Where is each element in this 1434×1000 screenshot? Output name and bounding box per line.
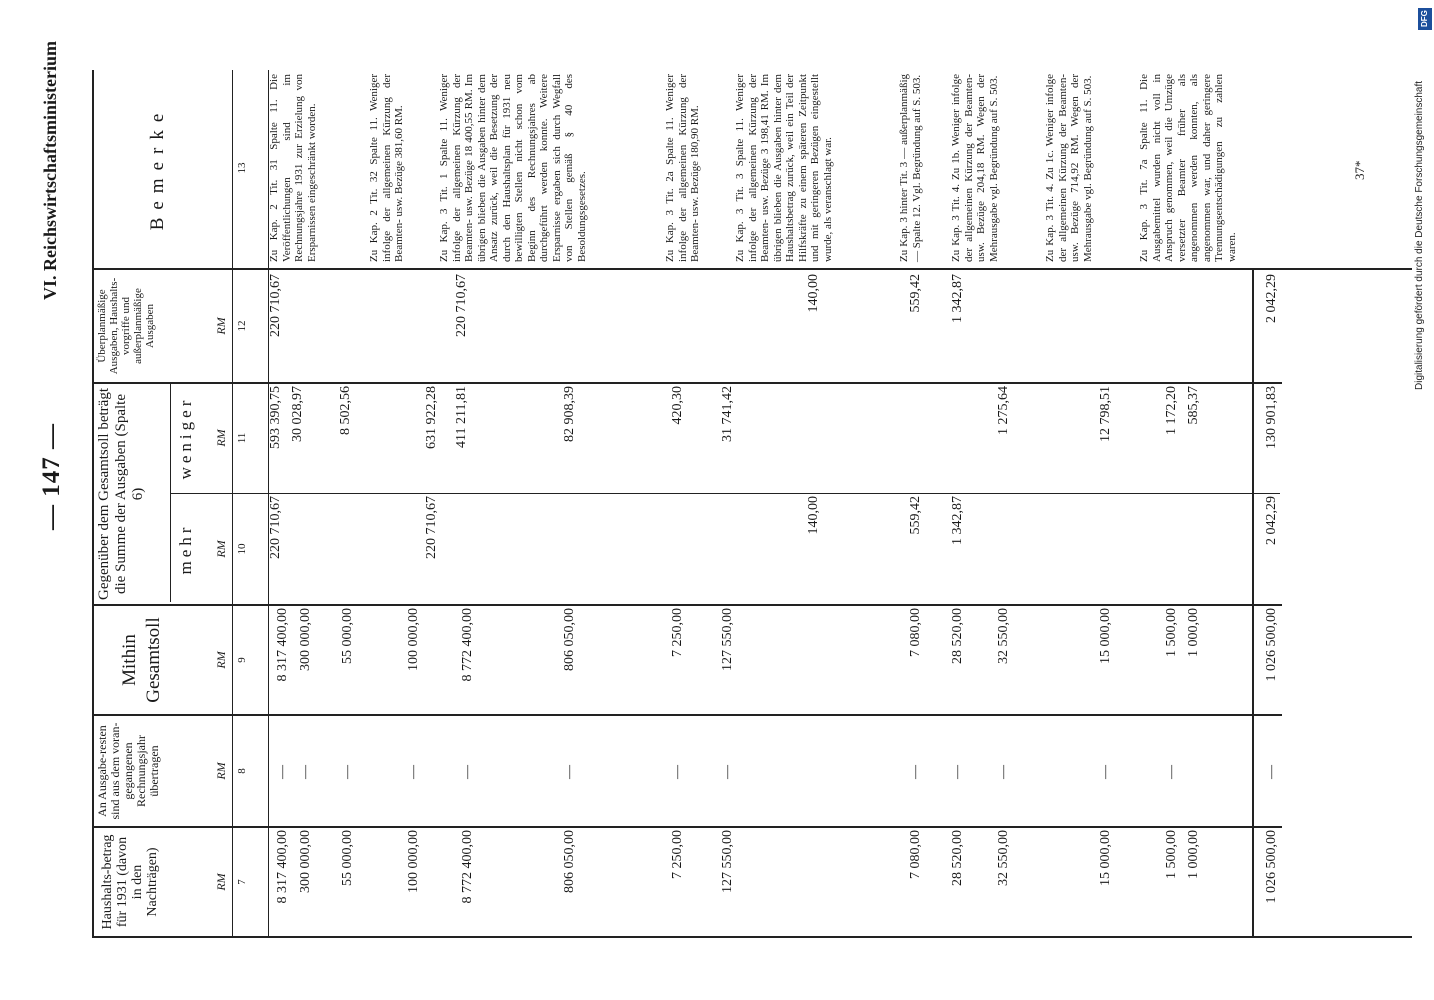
- page-number: — 147 —: [38, 423, 65, 530]
- c8-dash: —: [1164, 765, 1179, 779]
- c8-dash: —: [1098, 765, 1113, 779]
- c9-value: 7 250,00: [670, 608, 685, 657]
- col11-unit: RM: [214, 429, 228, 447]
- c7-value: 300 000,00: [298, 830, 313, 893]
- c8-dash: —: [996, 765, 1011, 779]
- c8-dash: —: [298, 765, 313, 779]
- c7-value: 806 050,00: [562, 830, 577, 893]
- header-num-rule: [232, 70, 233, 938]
- c9-value: 1 500,00: [1164, 608, 1179, 657]
- c11-value: 411 211,81: [454, 386, 469, 448]
- col10-number: 10: [236, 543, 248, 555]
- c8-dash: —: [950, 765, 965, 779]
- c9-value: 1 000,00: [1186, 608, 1201, 657]
- section-title: VI. Reichswirtschaftsministerium: [40, 41, 60, 300]
- table-top-rule: [92, 70, 94, 938]
- remark-entry: Zu Kap. 3 Tit. 4. Zu 1b. Weniger infolge der allgemeinen Kürzung der Beamten- usw. Bezüge 204,18 RM. Wegen der Mehrausgabe vgl. Begründung auf S. 503.: [950, 74, 1000, 262]
- dfg-logo: DFG: [1418, 8, 1432, 30]
- c7-total: 1 026 500,00: [1264, 830, 1279, 904]
- c10-value: 220 710,67: [424, 496, 439, 559]
- c11-value: 1 275,64: [996, 386, 1011, 435]
- c11-value: 1 172,20: [1164, 386, 1179, 435]
- remark-entry: Zu Kap. 3 Tit. 7a Spalte 11. Die Ausgabemittel wurden nicht voll in Anspruch genommen, weil die Umzüge versetzter Beamter früher als angenommen werden konnten, als angenommen war, und daher geringere Trennungsentschädigungen zu zahlen waren.: [1138, 74, 1238, 262]
- c7-value: 15 000,00: [1098, 830, 1113, 886]
- c11-value: 31 741,42: [720, 386, 735, 442]
- remark-entry: Zu Kap. 3 Tit. 1 Spalte 11. Weniger infolge der allgemeinen Kürzung der Beamten- usw. Bezüge 18 400,55 RM. Im übrigen blieben die Ausgaben hinter dem Ansatz zurück, weil die Besetzung der durch den Haushaltsplan für 1931 neu bewilligten Stellen nicht schon vom Beginn des Rechnungsjahres ab durchgeführt werden konnte. Weitere Ersparnisse ergaben sich durch Wegfall von Stellen gemäß § 40 des Besoldungsgesetzes.: [438, 74, 588, 262]
- col-divider: [92, 714, 1282, 716]
- c7-value: 32 550,00: [996, 830, 1011, 886]
- c7-value: 7 080,00: [908, 830, 923, 879]
- col12-heading: Überplanmäßige Ausgaben, Haushalts-vorgriffe und außerplanmäßige Ausgaben: [96, 277, 156, 375]
- col9-unit: RM: [214, 651, 228, 669]
- c7-value: 8 772 400,00: [460, 830, 475, 904]
- col8-number: 8: [236, 768, 248, 774]
- c9-value: 32 550,00: [996, 608, 1011, 664]
- c9-value: 100 000,00: [406, 608, 421, 671]
- c9-value: 8 772 400,00: [460, 608, 475, 682]
- c7-value: 127 550,00: [720, 830, 735, 893]
- c7-value: 1 000,00: [1186, 830, 1201, 879]
- c10-value: 1 342,87: [950, 496, 965, 545]
- c8-dash: —: [460, 765, 475, 779]
- c11-value: 12 798,51: [1098, 386, 1113, 442]
- footer-mark: 37*: [1352, 160, 1367, 180]
- col-divider: [170, 493, 1280, 494]
- c12-value: 140,00: [806, 274, 821, 313]
- c9-value: 28 520,00: [950, 608, 965, 664]
- c11-value: 420,30: [670, 386, 685, 425]
- remark-entry: Zu Kap. 3 Tit. 3 Spalte 11. Weniger infolge der allgemeinen Kürzung der Beamten- usw. Bezüge 3 198,41 RM. Im übrigen blieben die Ausgaben hinter dem Haushaltsbetrag zurück, weil ein Teil der Hilfskräfte zu einem späteren Zeitpunkt und mit geringeren Bezügen eingestellt wurde, als veranschlagt war.: [734, 74, 834, 262]
- col10-heading: mehr: [176, 523, 195, 575]
- c11-value: 585,37: [1186, 386, 1201, 425]
- col13-number: 13: [236, 162, 248, 174]
- c10-total: 2 042,29: [1264, 496, 1279, 545]
- col-divider: [92, 382, 1282, 384]
- col8-unit: RM: [214, 762, 228, 780]
- c11-value: 631 922,28: [424, 386, 439, 449]
- remark-entry: Zu Kap. 3 Tit. 4. Zu 1c. Weniger infolge der allgemeinen Kürzung der Beamten- usw. Bezüge 714,92 RM. Wegen der Mehrausgabe vgl. Begründung auf S. 503.: [1044, 74, 1094, 262]
- remark-entry: Zu Kap. 3 hinter Tit. 3 — außerplanmäßig — Spalte 12. Vgl. Begründung auf S. 503.: [898, 74, 923, 262]
- digitization-credit: Digitalisierung gefördert durch die Deutsche Forschungsgemeinschaft: [1414, 80, 1425, 390]
- col10-11-sub-rule: [170, 384, 171, 602]
- c11-value: 8 502,56: [338, 386, 353, 435]
- col10-11-heading: Gegenüber dem Gesamtsoll beträgt die Summe der Ausgaben (Spalte 6): [96, 388, 146, 601]
- remark-entry: Zu Kap. 3 Tit. 2a Spalte 11. Weniger infolge der allgemeinen Kürzung der Beamten- usw. Bezüge 180,90 RM.: [664, 74, 701, 262]
- col11-number: 11: [236, 432, 248, 444]
- col-divider: [92, 268, 1412, 270]
- col-divider: [92, 826, 1282, 828]
- col12-number: 12: [236, 320, 248, 332]
- col7-heading: Haushalts-betrag für 1931 (davon in den Nachträgen): [100, 834, 160, 930]
- c8-dash: —: [1264, 765, 1279, 779]
- col10-unit: RM: [214, 540, 228, 558]
- c10-value: 559,42: [908, 496, 923, 535]
- c8-dash: —: [670, 765, 685, 779]
- c8-dash: —: [562, 765, 577, 779]
- c9-value: 15 000,00: [1098, 608, 1113, 664]
- c7-value: 100 000,00: [406, 830, 421, 893]
- c8-dash: —: [406, 765, 421, 779]
- c8-dash: —: [720, 765, 735, 779]
- c9-total: 1 026 500,00: [1264, 608, 1279, 682]
- col9-heading: Mithin Gesamtsoll: [119, 617, 164, 703]
- c12-value: 220 710,67: [454, 274, 469, 337]
- c12-value: 559,42: [908, 274, 923, 313]
- col9-number: 9: [236, 657, 248, 663]
- col-divider: [92, 604, 1282, 606]
- c9-value: 7 080,00: [908, 608, 923, 657]
- remark-entry: Zu Kap. 2 Tit. 32 Spalte 11. Weniger infolge der allgemeinen Kürzung der Beamten- usw. Bezüge 381,60 RM.: [368, 74, 405, 262]
- c9-value: 8 317 400,00: [275, 608, 290, 682]
- c9-value: 806 050,00: [562, 608, 577, 671]
- col11-heading: weniger: [176, 396, 195, 480]
- col13-heading: Bemerke: [147, 105, 168, 231]
- col12-unit: RM: [214, 317, 228, 335]
- remark-entry: Zu Kap. 2 Tit. 31 Spalte 11. Die Veröffentlichungen sind im Rechnungsjahre 1931 zur Erzielung von Ersparnissen eingeschränkt worden.: [268, 74, 318, 262]
- c12-total: 2 042,29: [1264, 274, 1279, 323]
- c10-value: 140,00: [806, 496, 821, 535]
- c8-dash: —: [908, 765, 923, 779]
- c7-value: 7 250,00: [670, 830, 685, 879]
- c8-dash: —: [275, 765, 290, 779]
- col7-unit: RM: [214, 873, 228, 891]
- c10-value: 220 710,67: [268, 496, 283, 559]
- c12-value: 1 342,87: [950, 274, 965, 323]
- col-divider: [92, 936, 1412, 938]
- total-rule: [1252, 270, 1254, 938]
- c7-value: 8 317 400,00: [275, 830, 290, 904]
- c7-value: 28 520,00: [950, 830, 965, 886]
- c9-value: 55 000,00: [340, 608, 355, 664]
- c11-value: 593 390,75: [268, 386, 283, 449]
- c9-value: 127 550,00: [720, 608, 735, 671]
- col8-heading: An Ausgabe-resten sind aus dem voran-gegangenen Rechnungsjahr übertragen: [95, 722, 161, 820]
- c7-value: 1 500,00: [1164, 830, 1179, 879]
- c8-dash: —: [340, 765, 355, 779]
- c7-value: 55 000,00: [340, 830, 355, 886]
- c11-value: 82 908,39: [562, 386, 577, 442]
- col7-number: 7: [236, 879, 248, 885]
- c11-value: 30 028,97: [290, 386, 305, 442]
- c9-value: 300 000,00: [298, 608, 313, 671]
- c11-total: 130 901,83: [1264, 386, 1279, 449]
- c12-value: 220 710,67: [268, 274, 283, 337]
